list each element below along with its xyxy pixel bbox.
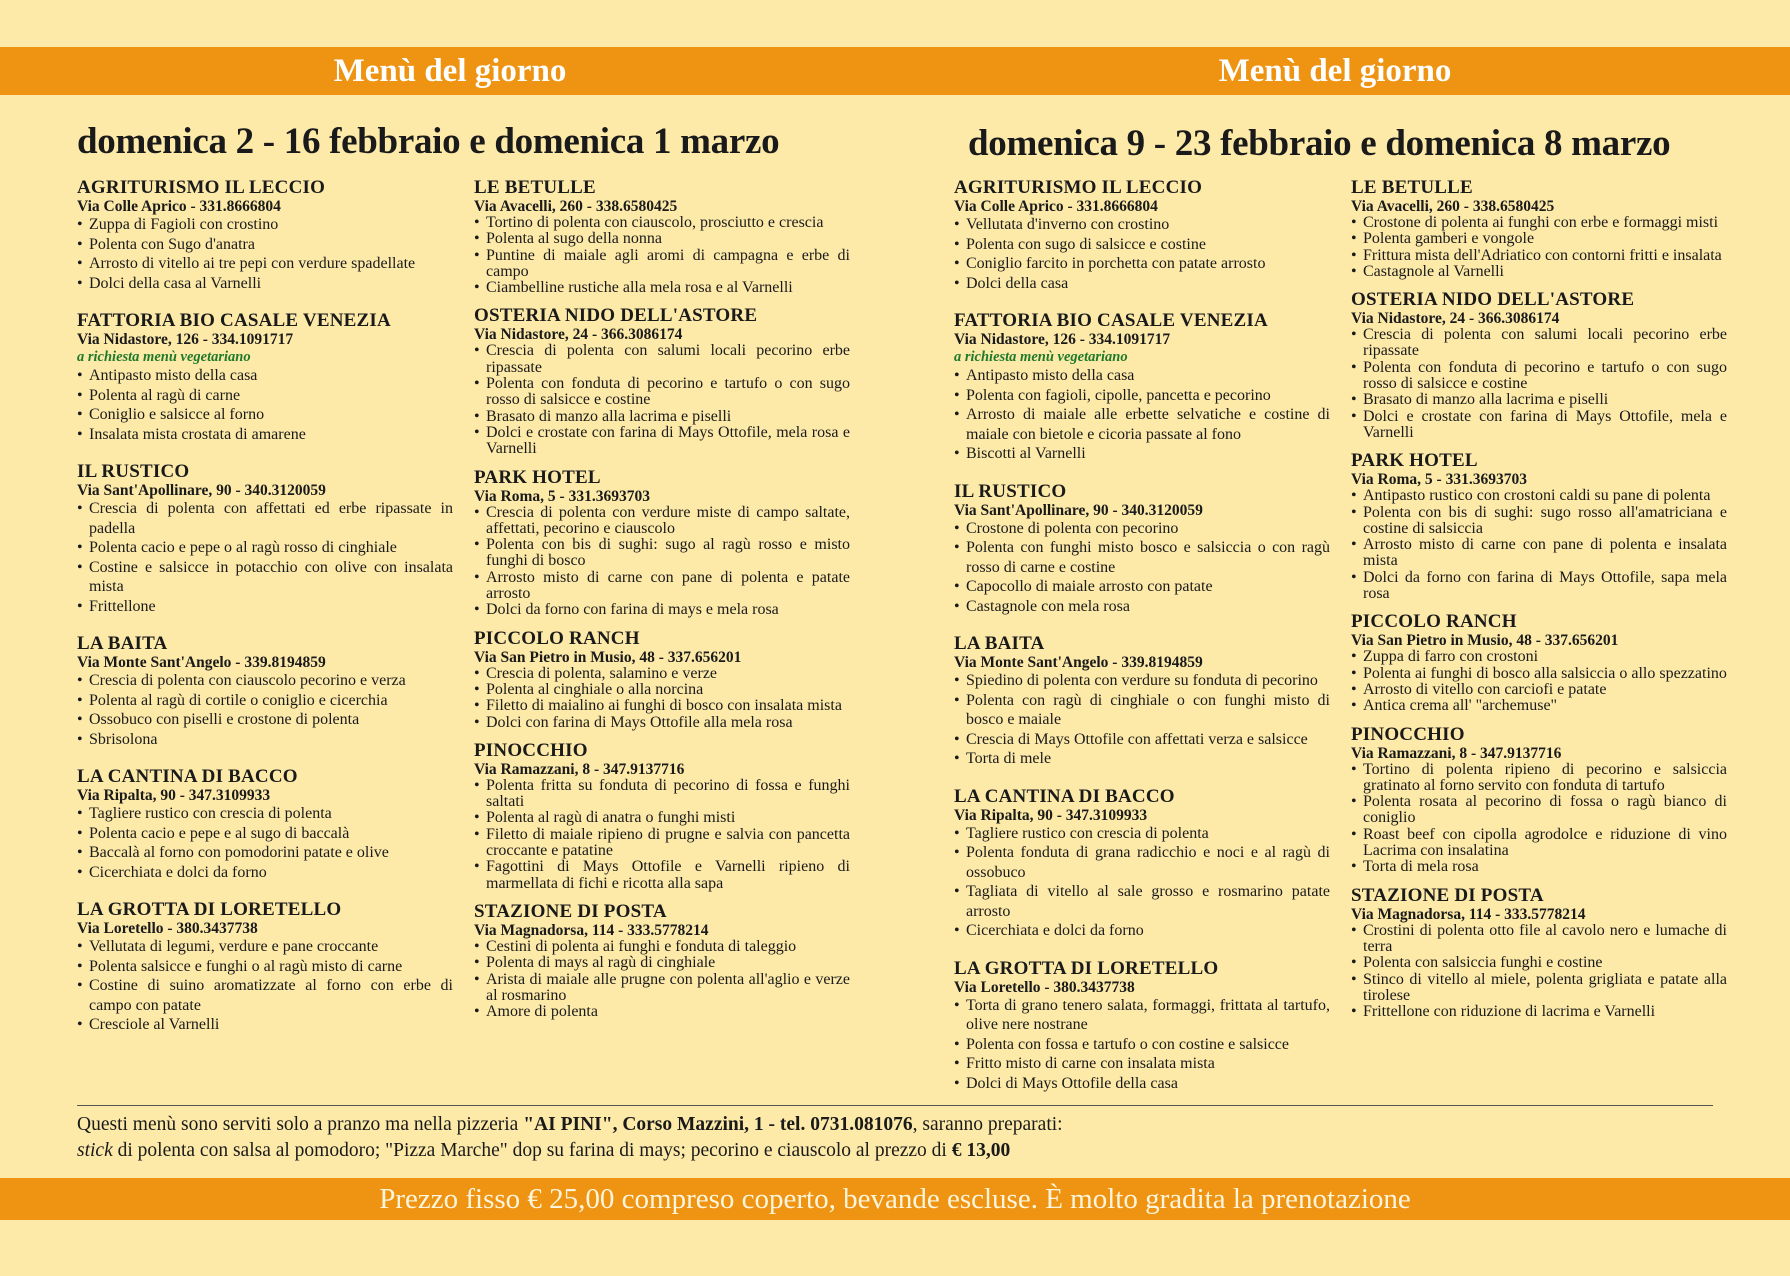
restaurant-address: Via Avacelli, 260 - 338.6580425: [474, 198, 678, 215]
restaurant-address: Via San Pietro in Musio, 48 - 337.656201: [1351, 632, 1619, 650]
dish-item: • Dolci con farina di Mays Ottofile alla mela rosa: [474, 715, 850, 731]
dish-list: [77, 804, 453, 882]
pizzeria-info: "AI PINI", Corso Mazzini, 1 - tel. 0731.081076: [523, 1114, 913, 1135]
dish-list: [474, 215, 850, 296]
dish-item: • Antica crema all' "archemuse": [1351, 698, 1727, 714]
restaurant-column-2: [474, 178, 850, 1030]
date-heading-right: domenica 9 - 23 febbraio e domenica 8 marzo: [968, 123, 1671, 164]
restaurant-name: OSTERIA NIDO DELL'ASTORE: [1351, 289, 1635, 311]
dish-item: • Crescia di polenta con salumi locali pecorino erbe ripassate: [1351, 327, 1727, 360]
dish-list: [1351, 488, 1727, 602]
restaurant-address: Via Avacelli, 260 - 338.6580425: [1351, 198, 1555, 215]
dish-item: • Filetto di maiale ripieno di prugne e salvia con pancetta croccante e patatine: [474, 827, 850, 860]
restaurant-name: PICCOLO RANCH: [474, 627, 640, 649]
dish-item: • Coniglio e salsicce al forno: [77, 405, 453, 425]
footer-line-1: [77, 1114, 1063, 1136]
restaurant-entry: [954, 178, 1330, 293]
restaurant-name: PINOCCHIO: [1351, 723, 1465, 745]
footer-price: € 13,00: [951, 1140, 1011, 1161]
restaurant-entry: [1351, 612, 1727, 714]
restaurant-address: Via Colle Aprico - 331.8666804: [954, 198, 1158, 215]
dish-item: • Tortino di polenta ripieno di pecorino e salsiccia gratinato al forno servito con fonduta di tartufo: [1351, 762, 1727, 795]
dish-item: • Stinco di vitello al miele, polenta grigliata e patate alla tirolese: [1351, 972, 1727, 1005]
restaurant-name: LA GROTTA DI LORETELLO: [77, 899, 342, 920]
dish-item: • Biscotti al Varnelli: [954, 444, 1330, 464]
restaurant-address: Via Roma, 5 - 331.3693703: [474, 487, 650, 505]
dish-list: [1351, 762, 1727, 876]
dish-item: • Castagnole con mela rosa: [954, 597, 1330, 617]
dish-item: • Dolci e crostate con farina di Mays Ottofile, mela e Varnelli: [1351, 409, 1727, 442]
footer-line-2: [77, 1140, 1010, 1162]
dish-item: • Polenta con fagioli, cipolle, pancetta e pecorino: [954, 386, 1330, 406]
dish-item: • Capocollo di maiale arrosto con patate: [954, 577, 1330, 597]
dish-item: • Crescia di polenta con ciauscolo pecorino e verza: [77, 671, 453, 691]
dish-item: • Polenta al sugo della nonna: [474, 231, 850, 247]
dish-item: • Crostone di polenta ai funghi con erbe e formaggi misti: [1351, 215, 1727, 231]
dish-item: • Fritto misto di carne con insalata mista: [954, 1054, 1330, 1074]
dish-item: • Filetto di maialino ai funghi di bosco con insalata mista: [474, 698, 850, 714]
dish-item: • Baccalà al forno con pomodorini patate e olive: [77, 843, 453, 863]
dish-item: • Zuppa di Fagioli con crostino: [77, 215, 453, 235]
restaurant-entry: [954, 311, 1330, 464]
price-banner-text: Prezzo fisso € 25,00 compreso coperto, bevande escluse. È molto gradita la prenotazione: [379, 1183, 1411, 1215]
dish-item: • Polenta cacio e pepe e al sugo di baccalà: [77, 824, 453, 844]
dish-item: • Dolci della casa: [954, 274, 1330, 294]
dish-item: • Arrosto misto di carne con pane di polenta e patate arrosto: [474, 570, 850, 603]
restaurant-name: LA GROTTA DI LORETELLO: [954, 957, 1219, 979]
dish-item: • Polenta con Sugo d'anatra: [77, 235, 453, 255]
restaurant-entry: [474, 306, 850, 457]
dish-item: • Polenta con salsiccia funghi e costine: [1351, 955, 1727, 971]
restaurant-entry: [77, 462, 453, 616]
dish-item: • Dolci da forno con farina di Mays Ottofile, sapa mela rosa: [1351, 570, 1727, 603]
restaurant-entry: [77, 900, 453, 1035]
restaurant-name: STAZIONE DI POSTA: [1351, 884, 1544, 906]
restaurant-column-3: [954, 178, 1330, 1111]
dish-item: • Crostini di polenta otto file al cavolo nero e lumache di terra: [1351, 923, 1727, 956]
restaurant-address: Via Sant'Apollinare, 90 - 340.3120059: [954, 501, 1203, 519]
dish-item: • Fagottini di Mays Ottofile e Varnelli ripieno di marmellata di fichi e ricotta alla sapa: [474, 859, 850, 892]
restaurant-entry: [1351, 725, 1727, 876]
dish-item: • Cicerchiata e dolci da forno: [77, 863, 453, 883]
restaurant-name: IL RUSTICO: [77, 461, 190, 482]
dish-list: [77, 366, 453, 444]
restaurant-address: Via Loretello - 380.3437738: [77, 920, 258, 937]
dish-list: [77, 937, 453, 1035]
dish-item: • Costine di suino aromatizzate al forno con erbe di campo con patate: [77, 976, 453, 1015]
menu-title-left: Menù del giorno: [333, 53, 567, 89]
restaurant-name: LA BAITA: [77, 633, 168, 654]
menu-title-right: Menù del giorno: [1218, 53, 1452, 89]
restaurant-name: FATTORIA BIO CASALE VENEZIA: [77, 310, 391, 331]
dish-item: • Arrosto di vitello ai tre pepi con verdure spadellate: [77, 254, 453, 274]
dish-item: • Antipasto misto della casa: [954, 366, 1330, 386]
dish-list: [77, 671, 453, 749]
dish-item: • Crostone di polenta con pecorino: [954, 519, 1330, 539]
dish-item: • Ciambelline rustiche alla mela rosa e al Varnelli: [474, 280, 850, 296]
restaurant-column-4: [1351, 178, 1727, 1030]
restaurant-entry: [474, 178, 850, 296]
dish-item: • Spiedino di polenta con verdure su fonduta di pecorino: [954, 671, 1330, 691]
dish-item: • Polenta salsicce e funghi o al ragù misto di carne: [77, 957, 453, 977]
restaurant-address: Via Sant'Apollinare, 90 - 340.3120059: [77, 482, 326, 499]
dish-list: [1351, 923, 1727, 1021]
dish-item: • Ossobuco con piselli e crostone di polenta: [77, 710, 453, 730]
dish-item: • Arrosto di maiale alle erbette selvatiche e costine di maiale con bietole e cicoria passate al fono: [954, 405, 1330, 444]
restaurant-entry: [77, 634, 453, 749]
dish-item: • Dolci di Mays Ottofile della casa: [954, 1074, 1330, 1094]
dish-item: • Polenta al ragù di cortile o coniglio e cicerchia: [77, 691, 453, 711]
footer-divider: [77, 1105, 1713, 1106]
dish-item: • Polenta ai funghi di bosco alla salsiccia o allo spezzatino: [1351, 666, 1727, 682]
dish-item: • Coniglio farcito in porchetta con patate arrosto: [954, 254, 1330, 274]
dish-item: • Crescia di polenta con verdure miste di campo saltate, affettati, pecorino e ciauscolo: [474, 505, 850, 538]
restaurant-name: IL RUSTICO: [954, 480, 1067, 502]
dish-item: • Sbrisolona: [77, 730, 453, 750]
restaurant-name: LE BETULLE: [474, 177, 596, 198]
dish-item: • Torta di grano tenero salata, formaggi, frittata al tartufo, olive nere nostrane: [954, 996, 1330, 1035]
dish-list: [474, 343, 850, 457]
dish-item: • Polenta di mays al ragù di cinghiale: [474, 955, 850, 971]
restaurant-address: Via Monte Sant'Angelo - 339.8194859: [954, 654, 1203, 671]
restaurant-name: LA CANTINA DI BACCO: [77, 766, 298, 787]
restaurant-entry: [77, 767, 453, 882]
dish-item: • Polenta con bis di sughi: sugo rosso all'amatriciana e costine di salsiccia: [1351, 505, 1727, 538]
restaurant-name: PICCOLO RANCH: [1351, 611, 1517, 633]
dish-item: • Tagliere rustico con crescia di polenta: [77, 804, 453, 824]
restaurant-address: Via Nidastore, 24 - 366.3086174: [474, 326, 683, 344]
dish-item: • Vellutata di legumi, verdure e pane croccante: [77, 937, 453, 957]
dish-list: [1351, 327, 1727, 441]
dish-list: [954, 996, 1330, 1094]
dish-item: • Crescia di polenta con affettati ed erbe ripassate in padella: [77, 499, 453, 538]
dish-list: [474, 505, 850, 619]
dish-item: • Dolci e crostate con farina di Mays Ottofile, mela rosa e Varnelli: [474, 425, 850, 458]
vegetarian-note: a richiesta menù vegetariano: [954, 349, 1128, 365]
restaurant-address: Via Nidastore, 24 - 366.3086174: [1351, 310, 1560, 328]
restaurant-entry: [474, 629, 850, 731]
dish-list: [1351, 649, 1727, 714]
restaurant-name: AGRITURISMO IL LECCIO: [954, 177, 1203, 198]
dish-item: • Polenta con funghi misto bosco e salsiccia o con ragù rosso di carne e costine: [954, 538, 1330, 577]
dish-item: • Dolci da forno con farina di mays e mela rosa: [474, 602, 850, 618]
dish-item: • Costine e salsicce in potacchio con olive con insalata mista: [77, 558, 453, 597]
dish-item: • Polenta con sugo di salsicce e costine: [954, 235, 1330, 255]
dish-item: • Amore di polenta: [474, 1004, 850, 1020]
footer-italic: stick: [77, 1140, 113, 1161]
dish-list: [474, 939, 850, 1020]
restaurant-address: Via Ripalta, 90 - 347.3109933: [77, 787, 271, 804]
dish-item: • Tagliere rustico con crescia di polenta: [954, 824, 1330, 844]
restaurant-address: Via Ripalta, 90 - 347.3109933: [954, 806, 1148, 824]
dish-item: • Polenta al ragù di anatra o funghi misti: [474, 810, 850, 826]
dish-list: [77, 215, 453, 293]
restaurant-address: Via Magnadorsa, 114 - 333.5778214: [474, 921, 709, 939]
restaurant-name: PARK HOTEL: [1351, 450, 1478, 472]
dish-item: • Frittellone con riduzione di lacrima e Varnelli: [1351, 1004, 1727, 1020]
dish-item: • Brasato di manzo alla lacrima e piselli: [1351, 392, 1727, 408]
dish-list: [954, 671, 1330, 769]
dish-item: • Polenta con ragù di cinghiale o con funghi misto di bosco e maiale: [954, 691, 1330, 730]
restaurant-name: PINOCCHIO: [474, 739, 588, 761]
dish-item: • Arrosto misto di carne con pane di polenta e insalata mista: [1351, 537, 1727, 570]
dish-item: • Vellutata d'inverno con crostino: [954, 215, 1330, 235]
restaurant-entry: [1351, 886, 1727, 1021]
restaurant-name: LE BETULLE: [1351, 177, 1473, 198]
dish-item: • Crescia di polenta, salamino e verze: [474, 666, 850, 682]
dish-item: • Polenta rosata al pecorino di fossa o ragù bianco di coniglio: [1351, 794, 1727, 827]
dish-item: • Frittellone: [77, 597, 453, 617]
dish-item: • Polenta fritta su fonduta di pecorino di fossa e funghi saltati: [474, 778, 850, 811]
dish-item: • Tagliata di vitello al sale grosso e rosmarino patate arrosto: [954, 882, 1330, 921]
dish-item: • Crescia di Mays Ottofile con affettati verza e salsicce: [954, 730, 1330, 750]
dish-list: [474, 666, 850, 731]
dish-item: • Torta di mele: [954, 749, 1330, 769]
footer-text: Questi menù sono serviti solo a pranzo ma nella pizzeria: [77, 1114, 524, 1135]
dish-item: • Torta di mela rosa: [1351, 859, 1727, 875]
date-heading-left: domenica 2 - 16 febbraio e domenica 1 marzo: [77, 121, 780, 162]
dish-item: • Arrosto di vitello con carciofi e patate: [1351, 682, 1727, 698]
dish-item: • Polenta al cinghiale o alla norcina: [474, 682, 850, 698]
dish-item: • Polenta con fossa e tartufo o con costine e salsicce: [954, 1035, 1330, 1055]
dish-item: • Polenta con fonduta di pecorino e tartufo o con sugo rosso di salsicce e costine: [1351, 360, 1727, 393]
dish-item: • Crescia di polenta con salumi locali pecorino erbe ripassate: [474, 343, 850, 376]
restaurant-column-1: [77, 178, 453, 1053]
dish-list: [954, 824, 1330, 941]
dish-item: • Arista di maiale alle prugne con polenta all'aglio e verze al rosmarino: [474, 972, 850, 1005]
restaurant-address: Via Ramazzani, 8 - 347.9137716: [1351, 744, 1562, 762]
dish-item: • Insalata mista crostata di amarene: [77, 425, 453, 445]
restaurant-address: Via Magnadorsa, 114 - 333.5778214: [1351, 905, 1586, 923]
dish-item: • Antipasto rustico con crostoni caldi su pane di polenta: [1351, 488, 1727, 504]
restaurant-address: Via Loretello - 380.3437738: [954, 978, 1135, 996]
dish-item: • Polenta con bis di sughi: sugo al ragù rosso e misto funghi di bosco: [474, 537, 850, 570]
restaurant-address: Via Colle Aprico - 331.8666804: [77, 198, 281, 215]
dish-item: • Brasato di manzo alla lacrima e piselli: [474, 409, 850, 425]
dish-item: • Puntine di maiale agli aromi di campagna e erbe di campo: [474, 248, 850, 281]
dish-item: • Roast beef con cipolla agrodolce e riduzione di vino Lacrima con insalatina: [1351, 827, 1727, 860]
dish-item: • Polenta fonduta di grana radicchio e noci e al ragù di ossobuco: [954, 843, 1330, 882]
footer-text: di polenta con salsa al pomodoro; "Pizza Marche" dop su farina di mays; pecorino e ciauscolo al prezzo di: [112, 1140, 952, 1161]
dish-item: • Polenta con fonduta di pecorino e tartufo o con sugo rosso di salsicce e costine: [474, 376, 850, 409]
restaurant-address: Via Ramazzani, 8 - 347.9137716: [474, 760, 685, 778]
dish-item: • Castagnole al Varnelli: [1351, 264, 1727, 280]
dish-item: • Antipasto misto della casa: [77, 366, 453, 386]
restaurant-name: LA BAITA: [954, 633, 1045, 654]
restaurant-address: Via Nidastore, 126 - 334.1091717: [954, 331, 1171, 348]
dish-list: [954, 366, 1330, 464]
header-band: [0, 47, 1790, 95]
dish-list: [954, 519, 1330, 617]
restaurant-entry: [954, 959, 1330, 1094]
dish-list: [474, 778, 850, 892]
vegetarian-note: a richiesta menù vegetariano: [77, 349, 251, 365]
restaurant-address: Via Monte Sant'Angelo - 339.8194859: [77, 654, 326, 671]
restaurant-entry: [1351, 451, 1727, 602]
price-banner: [0, 1178, 1790, 1220]
restaurant-entry: [954, 787, 1330, 941]
dish-list: [954, 215, 1330, 293]
dish-list: [1351, 215, 1727, 280]
dish-item: • Polenta gamberi e vongole: [1351, 231, 1727, 247]
dish-item: • Cestini di polenta ai funghi e fonduta di taleggio: [474, 939, 850, 955]
restaurant-entry: [77, 178, 453, 293]
dish-item: • Cresciole al Varnelli: [77, 1015, 453, 1035]
restaurant-entry: [474, 902, 850, 1020]
restaurant-entry: [474, 741, 850, 892]
dish-item: • Dolci della casa al Varnelli: [77, 274, 453, 294]
restaurant-address: Via Roma, 5 - 331.3693703: [1351, 471, 1527, 489]
restaurant-entry: [474, 468, 850, 619]
restaurant-name: AGRITURISMO IL LECCIO: [77, 177, 326, 198]
dish-item: • Zuppa di farro con crostoni: [1351, 649, 1727, 665]
dish-item: • Polenta cacio e pepe o al ragù rosso di cinghiale: [77, 538, 453, 558]
restaurant-entry: [1351, 178, 1727, 280]
dish-list: [77, 499, 453, 616]
restaurant-address: Via San Pietro in Musio, 48 - 337.656201: [474, 648, 742, 666]
restaurant-entry: [77, 311, 453, 444]
dish-item: • Polenta al ragù di carne: [77, 386, 453, 406]
dish-item: • Cicerchiata e dolci da forno: [954, 921, 1330, 941]
restaurant-address: Via Nidastore, 126 - 334.1091717: [77, 331, 294, 348]
restaurant-name: PARK HOTEL: [474, 466, 601, 488]
restaurant-name: FATTORIA BIO CASALE VENEZIA: [954, 310, 1268, 331]
restaurant-entry: [1351, 290, 1727, 441]
restaurant-name: STAZIONE DI POSTA: [474, 900, 667, 922]
restaurant-entry: [954, 634, 1330, 769]
footer-text: , saranno preparati:: [912, 1114, 1063, 1135]
restaurant-entry: [954, 482, 1330, 617]
restaurant-name: OSTERIA NIDO DELL'ASTORE: [474, 305, 758, 327]
dish-item: • Frittura mista dell'Adriatico con contorni fritti e insalata: [1351, 248, 1727, 264]
dish-item: • Tortino di polenta con ciauscolo, prosciutto e crescia: [474, 215, 850, 231]
restaurant-name: LA CANTINA DI BACCO: [954, 785, 1175, 807]
